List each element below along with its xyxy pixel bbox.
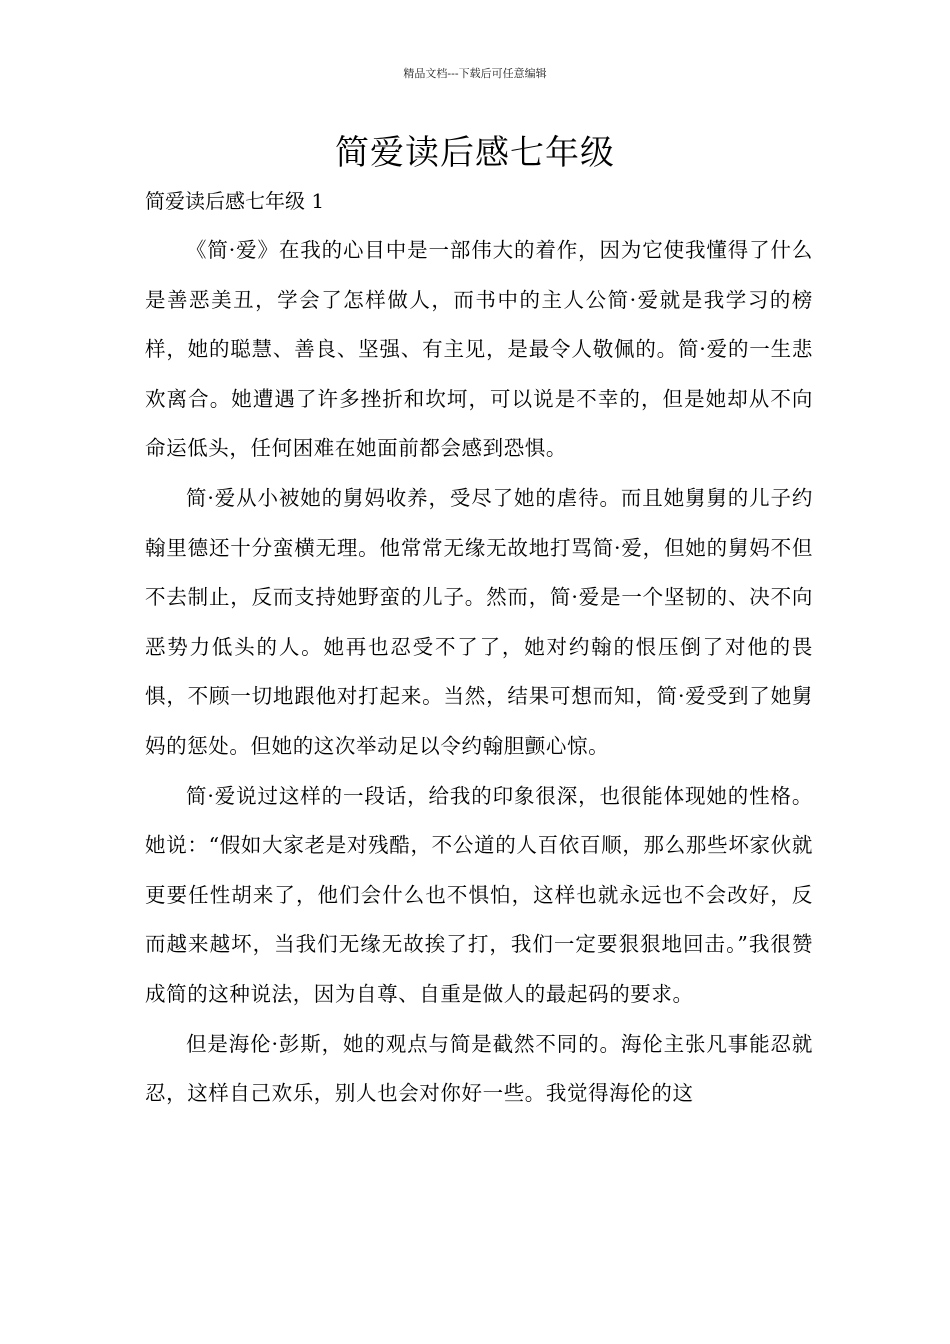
page-header: 精品文档---下载后可任意编辑 [403,67,547,80]
paragraph: 简·爱说过这样的一段话，给我的印象很深，也很能体现她的性格。她说：“假如大家老是对残酷，不公道的人百依百顺，那么那些坏家伙就更要任性胡来了，他们会什么也不惧怕，这样也就永远也不会改好，反而越来越坏，当我们无缘无故挨了打，我们一定要狠狠地回击。”我很赞成简的这种说法，因为自尊、自重是做人的最起码的要求。 [145,783,813,1006]
document-subtitle: 简爱读后感七年级 1 [145,189,325,213]
paragraph: 但是海伦·彭斯，她的观点与简是截然不同的。海伦主张凡事能忍就忍，这样自己欢乐，别人也会对你好一些。我觉得海伦的这 [145,1031,813,1106]
paragraph: 简·爱从小被她的舅妈收养，受尽了她的虐待。而且她舅舅的儿子约翰里德还十分蛮横无理。他常常无缘无故地打骂简·爱，但她的舅妈不但不去制止，反而支持她野蛮的儿子。然而，简·爱是一个坚韧的、决不向恶势力低头的人。她再也忍受不了了，她对约翰的恨压倒了对他的畏惧，不顾一切地跟他对打起来。当然，结果可想而知，简·爱受到了她舅妈的惩处。但她的这次举动足以令约翰胆颤心惊。 [145,485,813,758]
paragraph: 《简·爱》在我的心目中是一部伟大的着作，因为它使我懂得了什么是善恶美丑，学会了怎样做人，而书中的主人公简·爱就是我学习的榜样，她的聪慧、善良、坚强、有主见，是最令人敬佩的。简·爱的一生悲欢离合。她遭遇了许多挫折和坎坷，可以说是不幸的，但是她却从不向命运低头，任何困难在她面前都会感到恐惧。 [145,238,813,461]
document-body [145,226,813,1119]
document-title: 简爱读后感七年级 [335,133,615,173]
